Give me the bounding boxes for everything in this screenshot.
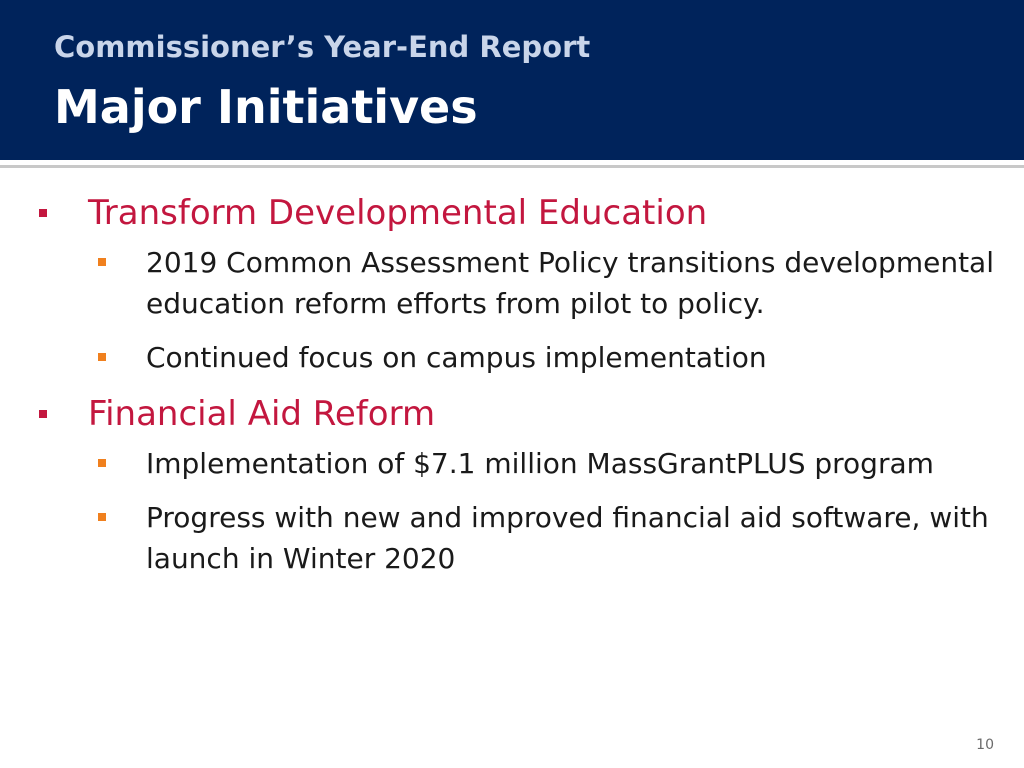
bullet-item-text: Implementation of $7.1 million MassGrantPLUS program (146, 447, 934, 480)
bullet-item-text: Continued focus on campus implementation (146, 341, 767, 374)
bullet-item (146, 242, 996, 324)
bullet-item-text: 2019 Common Assessment Policy transitions developmental education reform efforts from pilot to policy. (146, 246, 994, 320)
section-heading (88, 391, 1024, 437)
bullet-item (146, 337, 996, 378)
page-number: 10 (976, 737, 994, 753)
slide-title: Major Initiatives (54, 80, 478, 134)
section-heading-text: Transform Developmental Education (88, 193, 708, 233)
square-bullet-icon (98, 353, 106, 361)
slide-content (0, 190, 1024, 592)
report-subtitle: Commissioner’s Year-End Report (54, 30, 591, 64)
bullet-item (146, 443, 996, 484)
slide-header (0, 0, 1024, 160)
bullet-item (146, 497, 996, 579)
section-heading (88, 190, 1024, 236)
square-bullet-icon (98, 513, 106, 521)
square-bullet-icon (39, 410, 47, 418)
square-bullet-icon (98, 258, 106, 266)
square-bullet-icon (98, 459, 106, 467)
section-heading-text: Financial Aid Reform (88, 394, 436, 434)
header-divider (0, 165, 1024, 168)
square-bullet-icon (39, 209, 47, 217)
bullet-item-text: Progress with new and improved financial aid software, with launch in Winter 2020 (146, 501, 989, 575)
